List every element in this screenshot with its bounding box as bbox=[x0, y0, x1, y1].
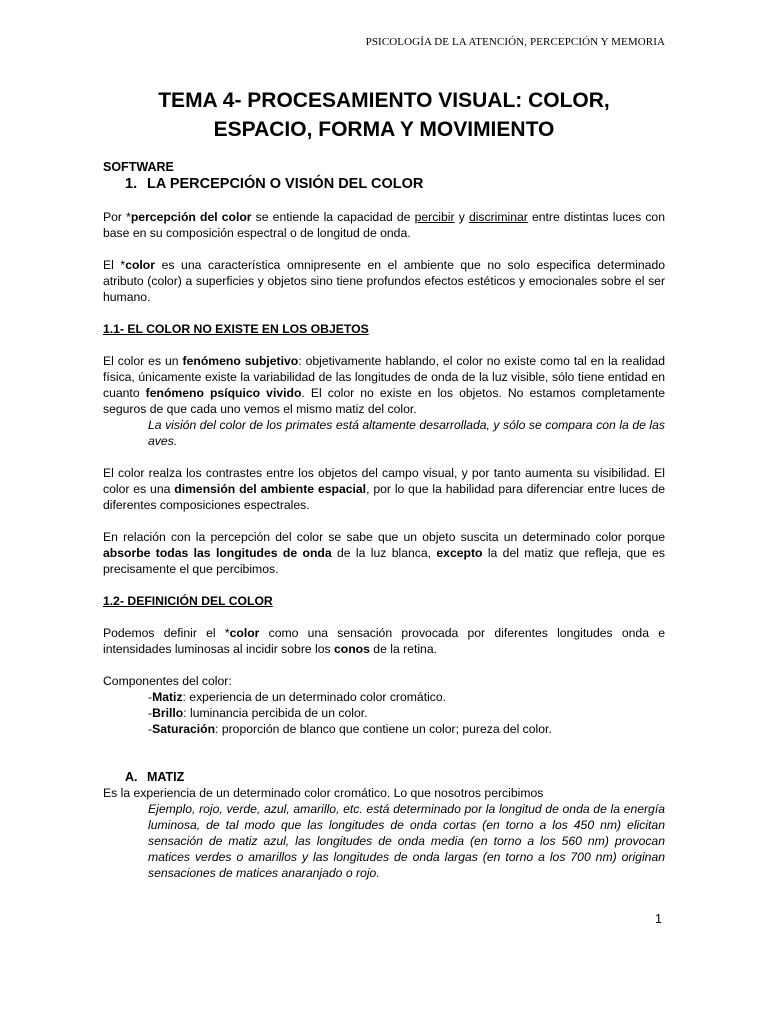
component-item: -Matiz: experiencia de un determinado color cromático. bbox=[148, 690, 447, 704]
running-header: PSICOLOGÍA DE LA ATENCIÓN, PERCEPCIÓN Y MEMORIA bbox=[365, 36, 665, 48]
section-title: MATIZ bbox=[147, 770, 185, 784]
paragraph-matiz: Es la experiencia de un determinado color cromático. Lo que nosotros percibimos bbox=[103, 786, 544, 800]
page-title bbox=[103, 86, 665, 144]
paragraph-color: El *color es una característica omnipresente en el ambiente que no solo especifica determinado atributo (color) a superficies y objetos sino tiene profundos efectos estéticos y emocionales sobre el ser humano. bbox=[103, 258, 666, 304]
title-line-2: ESPACIO, FORMA Y MOVIMIENTO bbox=[213, 118, 555, 141]
paragraph-absorcion: En relación con la percepción del color se sabe que un objeto suscita un determinado color porque absorbe todas las longitudes de onda de la luz blanca, excepto la del matiz que refleja, que es precisamente el que percibimos. bbox=[103, 530, 665, 576]
section-letter: A. bbox=[125, 770, 138, 784]
component-item: -Saturación: proporción de blanco que contiene un color; pureza del color. bbox=[148, 722, 552, 736]
paragraph-percepcion: Por *percepción del color se entiende la capacidad de percibir y discriminar entre distintas luces con base en su composición espectral o de longitud de onda. bbox=[103, 210, 665, 240]
title-line-1: TEMA 4- PROCESAMIENTO VISUAL: COLOR, bbox=[158, 89, 610, 112]
italic-example-matiz: Ejemplo, rojo, verde, azul, amarillo, etc. está determinado por la longitud de onda de la energía luminosa, de tal modo que las longitudes de onda cortas (en torno a los 450 nm) elicitan sensación de matiz azul, las longitudes de onda media (en torno a los 560 nm) provocan matices verdes o amarillos y las longitudes de onda largas (en torno a los 700 nm) originan sensaciones de matices anaranjado o rojo. bbox=[148, 802, 665, 880]
subheading-1-1: 1.1- EL COLOR NO EXISTE EN LOS OBJETOS bbox=[103, 322, 369, 336]
components-title: Componentes del color: bbox=[103, 674, 232, 688]
section-heading-a bbox=[125, 769, 665, 785]
paragraph-contrastes: El color realza los contrastes entre los objetos del campo visual, y por tanto aumenta su visibilidad. El color es una dimensión del ambiente espacial, por lo que la habilidad para diferenciar entre luces de diferentes composiciones espectrales. bbox=[103, 466, 666, 512]
software-label: SOFTWARE bbox=[103, 160, 174, 174]
italic-note-primates: La visión del color de los primates está altamente desarrollada, y sólo se compara con la de las aves. bbox=[148, 418, 665, 448]
paragraph-fenomeno: El color es un fenómeno subjetivo: objetivamente hablando, el color no existe como tal en la realidad física, únicamente existe la variabilidad de las longitudes de onda de la luz visible, sólo tiene entidad en cuanto fenómeno psíquico vivido. El color no existe en los objetos. No estamos completamente seguros de que cada uno vemos el mismo matiz del color. bbox=[103, 354, 665, 416]
page-number: 1 bbox=[655, 912, 662, 926]
section-title: LA PERCEPCIÓN O VISIÓN DEL COLOR bbox=[147, 176, 424, 192]
document-body bbox=[103, 159, 665, 881]
paragraph-definicion: Podemos definir el *color como una sensación provocada por diferentes longitudes onda e intensidades luminosas al incidir sobre los conos de la retina. bbox=[103, 626, 665, 656]
section-number: 1. bbox=[125, 176, 138, 192]
subheading-1-2: 1.2- DEFINICIÓN DEL COLOR bbox=[103, 594, 273, 608]
section-heading-1 bbox=[125, 175, 665, 193]
component-item: -Brillo: luminancia percibida de un color. bbox=[148, 706, 368, 720]
